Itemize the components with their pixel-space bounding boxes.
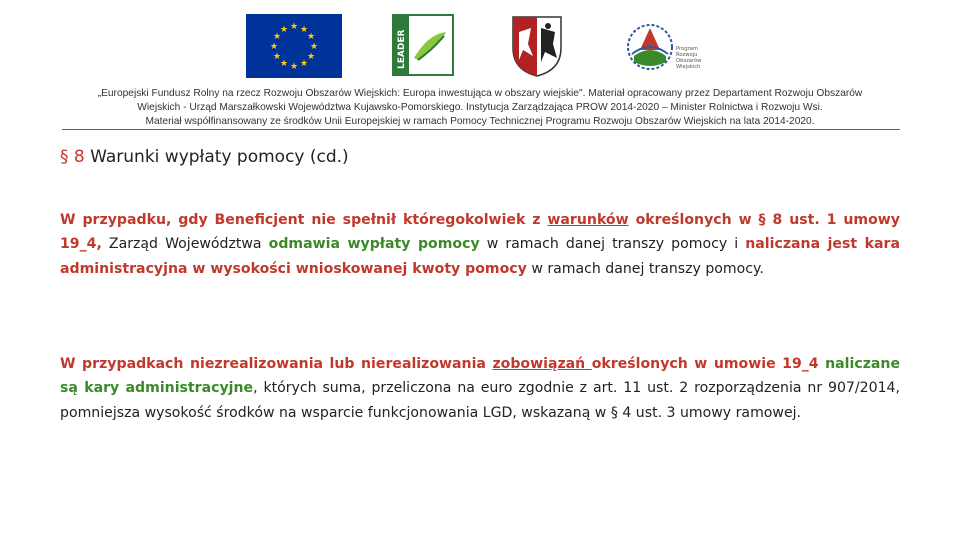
svg-text:Wiejskich: Wiejskich xyxy=(676,64,701,70)
funding-line-1: „Europejski Fundusz Rolny na rzecz Rozwoju Obszarów Wiejskich: Europa inwestująca w obszary wiejskie". Materiał opracowany przez Departament Rozwoju Obszarów xyxy=(97,88,863,99)
p1-text-6: w ramach danej transzy pomocy i xyxy=(479,236,746,253)
section-number: § 8 xyxy=(60,147,85,167)
svg-text:★: ★ xyxy=(272,32,282,42)
p2-text-3: określonych w umowie 19_4 xyxy=(591,356,819,372)
p1-text-5: odmawia wypłaty pomocy xyxy=(268,236,480,253)
p1-text-2: warunków xyxy=(547,212,629,228)
p1-text-4: Zarząd Województwa xyxy=(101,236,269,253)
svg-text:★: ★ xyxy=(279,25,289,35)
p1-text-3: określonych w § 8 ust. 1 umowy 19_4, xyxy=(60,212,900,253)
leader-logo-text: LEADER xyxy=(397,29,407,69)
svg-text:★: ★ xyxy=(299,25,309,35)
eu-flag-logo xyxy=(246,14,342,78)
funding-line-2: Wiejskich - Urząd Marszałkowski Województwa Kujawsko-Pomorskiego. Instytucja Zarządzająca PROW 2014-2020 – Minister Rolnictwa i Rozwoju Wsi. xyxy=(137,102,823,113)
svg-text:Obszarów: Obszarów xyxy=(676,58,702,64)
heading-title: Warunki wypłaty pomocy (cd.) xyxy=(90,147,349,167)
funding-disclaimer xyxy=(40,87,920,129)
p2-text-1: W przypadkach niezrealizowania lub nierealizowania xyxy=(60,356,493,372)
logo-bar xyxy=(0,14,960,80)
svg-text:★: ★ xyxy=(309,42,319,52)
slide-heading xyxy=(60,147,349,167)
p1-text-7: naliczana jest kara administracyjna w wysokości wnioskowanej kwoty pomocy xyxy=(60,236,900,277)
p1-text-8: w ramach danej transzy pomocy. xyxy=(526,260,764,277)
svg-text:★: ★ xyxy=(299,59,309,69)
svg-text:★: ★ xyxy=(289,22,299,32)
paragraph-2 xyxy=(60,352,900,425)
leader-logo xyxy=(392,14,454,76)
prow-logo xyxy=(626,14,722,80)
svg-text:★: ★ xyxy=(306,52,316,62)
coat-of-arms-logo xyxy=(510,14,564,78)
funding-line-3: Materiał współfinansowany ze środków Unii Europejskiej w ramach Pomocy Technicznej Programu Rozwoju Obszarów Wiejskich na lata 2014-2020. xyxy=(145,116,815,127)
svg-text:Program: Program xyxy=(676,46,698,52)
svg-text:★: ★ xyxy=(269,42,279,52)
svg-text:★: ★ xyxy=(272,52,282,62)
p2-text-2: zobowiązań xyxy=(492,356,592,372)
paragraph-1 xyxy=(60,208,900,281)
p2-text-4: naliczane są kary administracyjne xyxy=(60,356,900,397)
svg-text:★: ★ xyxy=(306,32,316,42)
p2-text-5: , których suma, przeliczona na euro zgodnie z art. 11 ust. 2 rozporządzenia nr 907/2014, pomniejsza wysokość środków na wsparcie funkcjonowania LGD, wskazaną w § 4 ust. 3 umowy ramowej. xyxy=(60,380,900,421)
svg-text:★: ★ xyxy=(279,59,289,69)
svg-text:★: ★ xyxy=(289,62,299,72)
p1-text-1: W przypadku, gdy Beneficjent nie spełnił któregokolwiek z xyxy=(60,212,548,228)
header-divider xyxy=(62,129,900,130)
svg-text:Rozwoju: Rozwoju xyxy=(676,52,698,58)
